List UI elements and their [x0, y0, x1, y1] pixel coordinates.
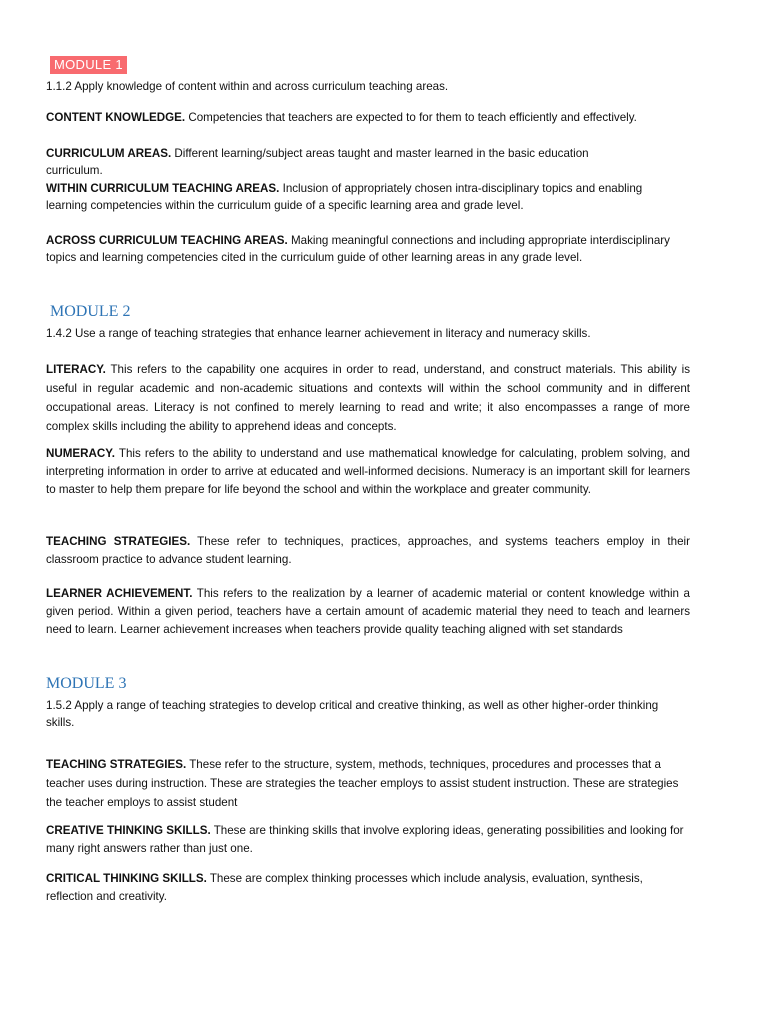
definition: This refers to the ability to understand and use mathematical knowledge for calculating, problem solving, and interpreting information in order to arrive at educated and well-informed decisions. Numeracy is an important skill for learners to master to help them prepare for life beyond the school and within the workplace and greater community. [46, 447, 690, 496]
module-2-heading: MODULE 2 [50, 303, 131, 320]
term: TEACHING STRATEGIES. [46, 535, 191, 548]
term: WITHIN CURRICULUM TEACHING AREAS. [46, 182, 280, 195]
literacy-definition [46, 360, 690, 436]
curriculum-areas-definition [46, 145, 646, 179]
definition: Inclusion of appropriately chosen intra-disciplinary topics and enabling learning competencies within the curriculum guide of a specific learning area and grade level. [46, 182, 643, 212]
module-2-objective: 1.4.2 Use a range of teaching strategies that enhance learner achievement in literacy and numeracy skills. [46, 327, 591, 340]
term: ACROSS CURRICULUM TEACHING AREAS. [46, 234, 288, 247]
definition: This refers to the capability one acquires in order to read, understand, and construct materials. This ability is useful in regular academic and non-academic situations and contexts will within the school community and in different occupational areas. Literacy is not confined to merely learning to read and write; it also encompasses a range of more complex skills including the ability to apprehend ideas and concepts. [46, 363, 690, 433]
learner-achievement-definition [46, 585, 690, 639]
definition: These refer to the structure, system, methods, techniques, procedures and processes that a teacher uses during instruction. These are strategies the teacher employs to assist student instruction. These are strategies the teacher employs to assist student [46, 758, 679, 809]
content-knowledge-definition [46, 109, 706, 126]
term: CURRICULUM AREAS. [46, 147, 172, 160]
module-1-objective: 1.1.2 Apply knowledge of content within and across curriculum teaching areas. [46, 80, 449, 93]
term: NUMERACY. [46, 447, 115, 460]
module-3-objective: 1.5.2 Apply a range of teaching strategies to develop critical and creative thinking, as well as other higher-order thinking skills. [46, 699, 659, 729]
module-1-badge: MODULE 1 [50, 56, 127, 74]
definition: Competencies that teachers are expected to for them to teach efficiently and effectively. [185, 111, 637, 124]
term: LEARNER ACHIEVEMENT. [46, 587, 193, 600]
definition: Making meaningful connections and including appropriate interdisciplinary topics and learning competencies cited in the curriculum guide of other learning areas in any grade level. [46, 234, 670, 264]
module-3-heading: MODULE 3 [46, 675, 127, 692]
definition: These are thinking skills that involve exploring ideas, generating possibilities and looking for many right answers rather than just one. [46, 824, 684, 855]
term: CREATIVE THINKING SKILLS. [46, 824, 211, 837]
module-3-teaching-strategies-definition [46, 755, 690, 812]
critical-thinking-definition [46, 870, 646, 906]
numeracy-definition [46, 445, 690, 499]
teaching-strategies-definition [46, 533, 690, 569]
definition: These refer to techniques, practices, approaches, and systems teachers employ in their classroom practice to advance student learning. [46, 535, 690, 566]
term: LITERACY. [46, 363, 106, 376]
definition: This refers to the realization by a learner of academic material or content knowledge within a given period. Within a given period, teachers have a certain amount of academic material they need to teach and learners need to learn. Learner achievement increases when teachers provide quality teaching aligned with set standards [46, 587, 690, 636]
across-curriculum-definition [46, 232, 676, 266]
term: TEACHING STRATEGIES. [46, 758, 187, 771]
definition: These are complex thinking processes which include analysis, evaluation, synthesis, reflection and creativity. [46, 872, 643, 903]
definition: Different learning/subject areas taught and master learned in the basic education curriculum. [46, 147, 589, 177]
term: CRITICAL THINKING SKILLS. [46, 872, 207, 885]
within-curriculum-definition [46, 180, 646, 214]
term: CONTENT KNOWLEDGE. [46, 111, 186, 124]
creative-thinking-definition [46, 822, 690, 858]
